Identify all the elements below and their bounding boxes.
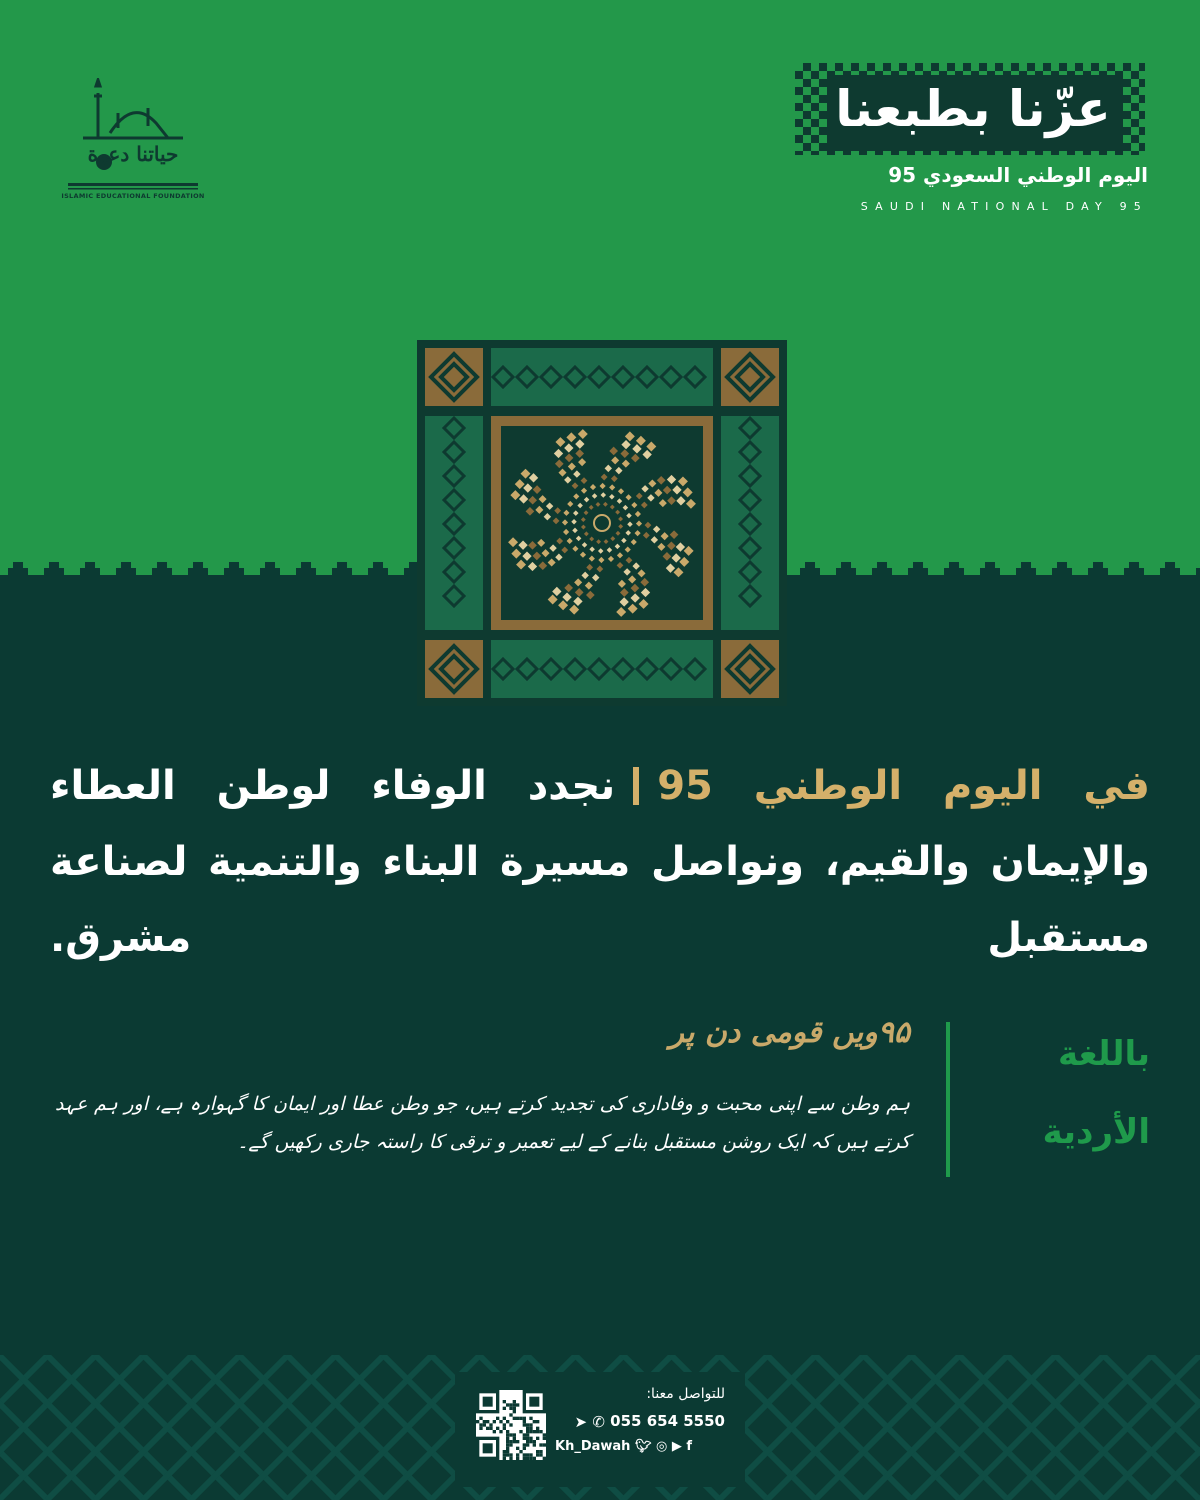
main-message — [50, 748, 1150, 976]
contact-label: للتواصل معنا: — [646, 1386, 725, 1402]
phone-number: 055 654 5550 — [610, 1412, 725, 1430]
twitter-icon[interactable]: 🐦︎ — [634, 1439, 652, 1454]
contact-phone[interactable] — [555, 1412, 725, 1431]
urdu-title: ۹۵ویں قومی دن پر — [669, 1015, 910, 1050]
message-line1: نجدد الوفاء لوطن العطاء والإيمان — [50, 763, 1150, 885]
telegram-icon[interactable]: ➤ — [574, 1412, 588, 1431]
campaign-title: عزّنا بطبعنا — [828, 75, 1118, 143]
campaign-subtitle-arabic: اليوم الوطني السعودي 95 — [888, 163, 1148, 187]
campaign-subtitle-english: SAUDI NATIONAL DAY 95 — [860, 200, 1148, 213]
qr-code-icon[interactable] — [476, 1390, 546, 1460]
org-name-english: ISLAMIC EDUCATIONAL FOUNDATION — [61, 192, 205, 200]
social-handle-row — [555, 1439, 725, 1454]
message-line2: والقيم، ونواصل مسيرة البناء والتنمية لصناعة مستقبل مشرق. — [50, 839, 1150, 961]
whatsapp-icon[interactable]: ✆ — [592, 1412, 605, 1431]
instagram-icon[interactable]: ◎ — [656, 1439, 668, 1454]
youtube-icon[interactable]: ▶ — [671, 1439, 682, 1454]
facebook-icon[interactable]: f — [686, 1439, 693, 1454]
message-separator — [633, 767, 639, 805]
urdu-body: ہم وطن سے اپنی محبت و وفاداری کی تجدید کرتے ہیں، جو وطن عطا اور ایمان کا گہوارہ ہے، اور ہم عہد کرتے ہیں کہ ایک روشن مستقبل بنانے کے لیے تعمیر و ترقی کا راستہ جاری رکھیں گے۔ — [55, 1093, 910, 1153]
social-handle[interactable]: Kh_Dawah — [555, 1439, 631, 1454]
sadu-star-pattern — [417, 340, 787, 706]
section-divider — [946, 1022, 950, 1177]
org-name-arabic: حياتنا دعوة — [87, 142, 179, 166]
language-label: باللغة الأردية — [1042, 1034, 1150, 1152]
message-highlight: في اليوم الوطني 95 — [657, 763, 1150, 809]
